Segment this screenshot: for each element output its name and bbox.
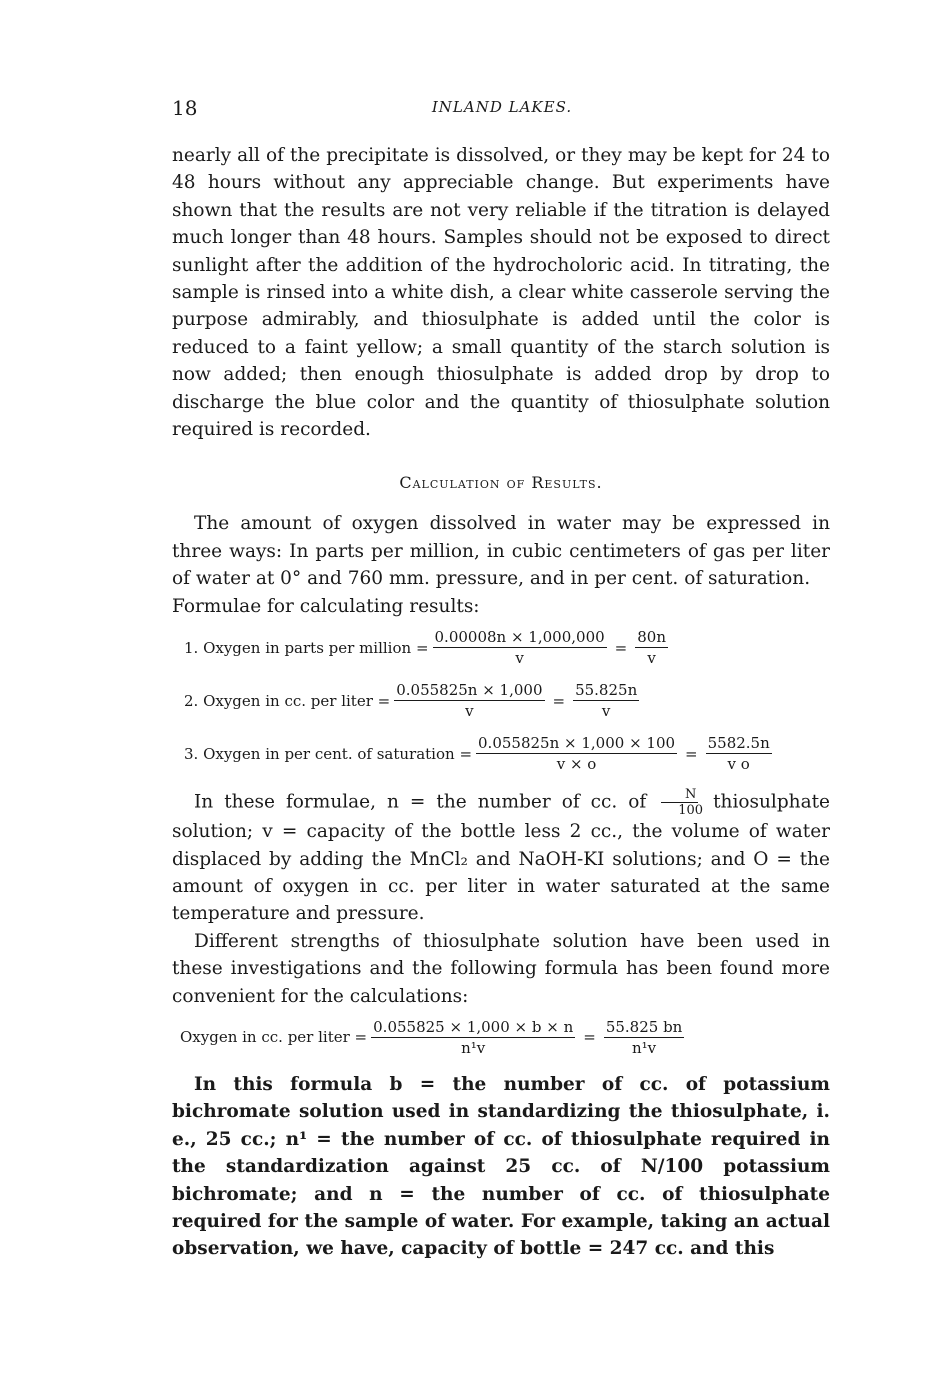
paragraph-5: In this formula b = the number of cc. of potassium bichromate solution used in standardizing the thiosulphate, i. e., 25 cc.; n¹ = the number of cc. of thiosulphate required in the standardization against 25 cc. of N/100 potassium bichromate; and n = the number of cc. of thiosulphate required for the sample of water. For example, taking an actual observation, we have, capacity of bottle = 247 cc. and this <box>172 1073 830 1260</box>
normality-fraction <box>656 787 703 818</box>
formula-1-denominator-b: v <box>647 649 656 668</box>
formula-1-label: 1. Oxygen in parts per million = <box>184 638 429 657</box>
formula-4-numerator-a: 0.055825 × 1,000 × b × n <box>373 1017 574 1036</box>
paragraph-1: nearly all of the precipitate is dissolved, or they may be kept for 24 to 48 hours without any appreciable change. But experiments have shown that the results are not very reliable if the titration is delayed much longer than 48 hours. Samples should not be exposed to direct sunlight after the addition of the hydrocholoric acid. In titrating, the sample is rinsed into a white dish, a clear white casserole serving the purpose admirably, and thiosulphate is added until the color is reduced to a faint yellow; a small quantity of the starch solution is now added; then enough thiosulphate is added drop by drop to discharge the blue color and the quantity of thiosulphate solution required is recorded. <box>172 145 830 441</box>
formula-3-fraction-a <box>476 734 677 773</box>
formulae-heading: Formulae for calculating results: <box>172 595 480 617</box>
formula-3-denominator-a: v × o <box>556 755 597 774</box>
formula-2-label: 2. Oxygen in cc. per liter = <box>184 691 391 710</box>
formula-1-denominator-a: v <box>515 649 524 668</box>
formula-4-label: Oxygen in cc. per liter = <box>180 1028 368 1047</box>
formula-1-fraction-b <box>635 628 668 667</box>
page-body <box>172 142 830 1263</box>
formula-4-fraction-a <box>371 1018 575 1057</box>
formula-1-numerator-b: 80n <box>637 628 666 647</box>
normality-numerator: N <box>661 787 698 803</box>
formula-4 <box>180 1018 830 1057</box>
formula-3 <box>184 734 830 773</box>
formula-3-denominator-b: v o <box>727 755 750 774</box>
formula-2-fraction-b <box>573 681 639 720</box>
page-header <box>172 96 832 126</box>
section-title: Calculation of Results. <box>399 473 603 493</box>
formula-1-numerator-a: 0.00008n × 1,000,000 <box>434 628 605 647</box>
formula-2-denominator-b: v <box>601 702 611 721</box>
equals-sign: = <box>685 744 698 763</box>
formula-1-fraction-a <box>433 628 607 667</box>
running-head: INLAND LAKES. <box>431 98 573 116</box>
formula-3-numerator-b: 5582.5n <box>707 734 770 753</box>
formula-4-numerator-b: 55.825 bn <box>605 1017 683 1036</box>
normality-denominator: 100 <box>678 803 704 819</box>
formula-4-fraction-b <box>604 1018 685 1057</box>
formula-4-denominator-a: n¹v <box>461 1038 486 1057</box>
formula-2 <box>184 681 830 720</box>
paragraph-2: The amount of oxygen dissolved in water may be expressed in three ways: In parts per million, in cubic centimeters of gas per liter of water at 0° and 760 mm. pressure, and in per cent. of saturation. <box>172 513 830 590</box>
formula-2-denominator-a: v <box>465 702 474 721</box>
formula-2-numerator-b: 55.825n <box>575 681 638 700</box>
paragraph-3-start: In these formulae, n = the number of cc. of <box>194 791 647 813</box>
formula-1 <box>184 628 830 667</box>
page-number: 18 <box>172 96 198 120</box>
formula-2-fraction-a <box>394 681 544 720</box>
formula-3-fraction-b <box>706 734 772 773</box>
equals-sign: = <box>614 638 628 657</box>
paragraph-3-end: thiosulphate solution; v = capacity of the bottle less 2 cc., the volume of water displaced by adding the MnCl₂ and NaOH-KI solutions; and O = the amount of oxygen in cc. per liter in water saturated at the same temperature and pressure. <box>172 791 830 925</box>
equals-sign: = <box>552 691 566 710</box>
paragraph-3 <box>172 787 830 928</box>
equals-sign: = <box>583 1028 596 1047</box>
formula-2-numerator-a: 0.055825n × 1,000 <box>396 681 543 700</box>
formula-4-denominator-b: n¹v <box>632 1038 657 1057</box>
paragraph-4: Different strengths of thiosulphate solution have been used in these investigations and the following formula has been found more convenient for the calculations: <box>172 930 830 1007</box>
formula-3-numerator-a: 0.055825n × 1,000 × 100 <box>478 734 676 753</box>
formula-3-label: 3. Oxygen in per cent. of saturation = <box>184 744 473 763</box>
